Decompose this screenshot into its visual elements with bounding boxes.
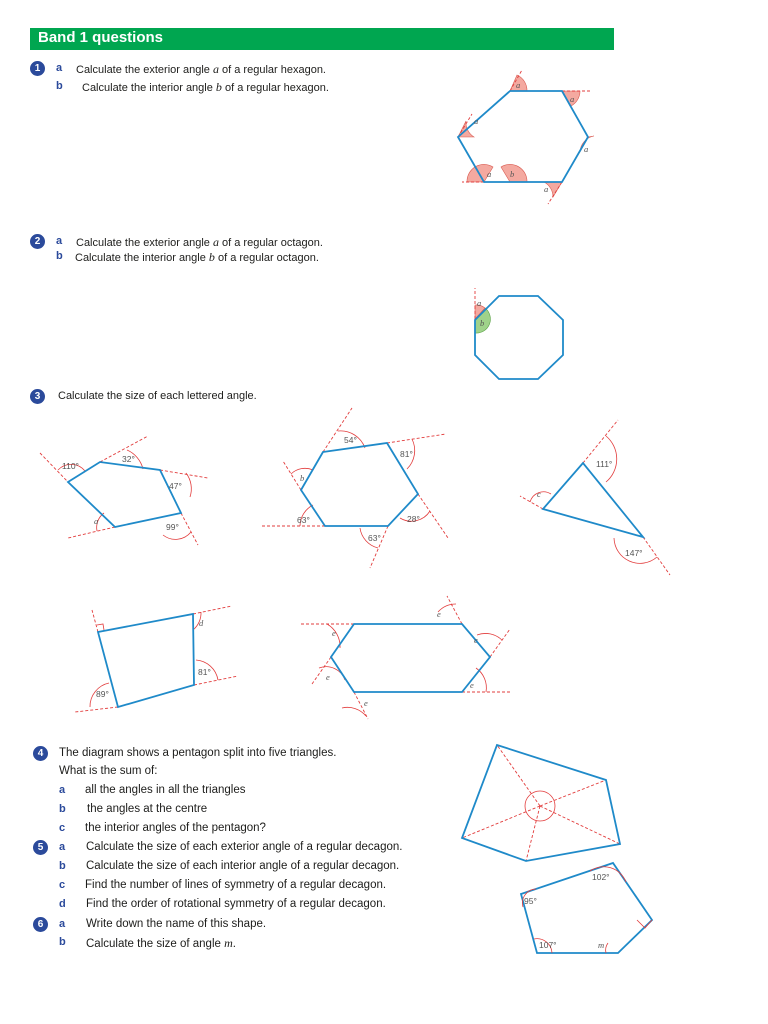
q2a-letter: a — [56, 235, 63, 247]
q1a-text: Calculate the exterior angle a of a regular hexagon. — [76, 62, 326, 76]
q6b-letter: b — [59, 936, 66, 948]
q2b-text: Calculate the interior angle b of a regular octagon. — [75, 250, 319, 264]
q5d-letter: d — [59, 898, 66, 910]
q5a-letter: a — [59, 841, 66, 853]
question-6-badge: 6 — [33, 917, 48, 932]
hex3-label-e6: e — [364, 698, 368, 708]
hex2-label-28: 28° — [407, 514, 420, 524]
q6a-text: Write down the name of this shape. — [86, 918, 267, 930]
q3-quadrilateral-figure — [40, 436, 208, 545]
q2-octagon-figure — [475, 288, 563, 379]
q6a-letter: a — [59, 918, 66, 930]
question-5-badge: 5 — [33, 840, 48, 855]
q6b-text: Calculate the size of angle m. — [86, 936, 236, 950]
tri-label-111: 111° — [596, 459, 613, 469]
q5b-text: Calculate the size of each interior angle of a regular decagon. — [86, 860, 400, 872]
hex2-label-63a: 63° — [297, 515, 310, 525]
hex3-label-e2: e — [437, 609, 441, 619]
q5a-text: Calculate the size of each exterior angle of a regular decagon. — [86, 841, 403, 853]
quad2-label-89: 89° — [96, 689, 109, 699]
q6-label-107: 107° — [539, 940, 557, 950]
hex-label-a2: a — [570, 94, 575, 104]
q1b-letter: b — [56, 80, 63, 92]
hex3-label-e5: e — [326, 672, 330, 682]
hex3-label-e3: e — [474, 635, 478, 645]
oct-label-a: a — [477, 298, 482, 308]
q6-shape-figure — [521, 863, 652, 953]
q3-hexagon-figure — [262, 408, 448, 568]
hex3-label-e1: e — [332, 628, 336, 638]
q4a-text: all the angles in all the triangles — [85, 784, 246, 796]
q4-pentagon-figure — [462, 745, 620, 861]
q5d-text: Find the order of rotational symmetry of a regular decagon. — [86, 898, 386, 910]
quad2-label-81: 81° — [198, 667, 211, 677]
q2a-text: Calculate the exterior angle a of a regular octagon. — [76, 235, 323, 249]
quad-label-47: 47° — [169, 481, 182, 491]
q3-quadrilateral2-figure — [75, 606, 238, 712]
q4-text-1: The diagram shows a pentagon split into five triangles. — [59, 747, 337, 759]
hex3-label-e4: e — [470, 680, 474, 690]
tri-label-c: c — [537, 489, 541, 499]
hex-label-a4: a — [544, 184, 549, 194]
hex-label-a3: a — [584, 144, 589, 154]
question-4-badge: 4 — [33, 746, 48, 761]
hex2-label-81: 81° — [400, 449, 413, 459]
question-1-badge: 1 — [30, 61, 45, 76]
q1a-letter: a — [56, 62, 63, 74]
q1b-text: Calculate the interior angle b of a regular hexagon. — [82, 80, 329, 94]
q6-label-m: m — [598, 940, 605, 950]
quad-label-32: 32° — [122, 454, 135, 464]
q4a-letter: a — [59, 784, 66, 796]
quad-label-110: 110° — [62, 461, 79, 471]
q4c-letter: c — [59, 822, 66, 834]
q5c-text: Find the number of lines of symmetry of a regular decagon. — [85, 879, 387, 891]
q4b-letter: b — [59, 803, 66, 815]
hex-label-a6: a — [474, 116, 479, 126]
hex2-label-b: b — [300, 473, 305, 483]
q3-triangle-figure — [520, 420, 670, 575]
q5c-letter: c — [59, 879, 66, 891]
q6-label-102: 102° — [592, 872, 610, 882]
tri-label-147: 147° — [625, 548, 643, 558]
q4-text-2: What is the sum of: — [59, 765, 158, 777]
q6-label-95: 95° — [524, 896, 537, 906]
question-2-badge: 2 — [30, 234, 45, 249]
section-title: Band 1 questions — [38, 29, 164, 46]
hex2-label-63b: 63° — [368, 533, 381, 543]
quad-label-a: a — [94, 516, 99, 526]
q1-hexagon-figure — [458, 70, 594, 204]
oct-label-b: b — [480, 318, 485, 328]
hex-label-a1: a — [516, 80, 521, 90]
q5b-letter: b — [59, 860, 66, 872]
question-3-badge: 3 — [30, 389, 45, 404]
q4c-text: the interior angles of the pentagon? — [85, 822, 266, 834]
hex2-label-54: 54° — [344, 435, 357, 445]
hex-label-a5: a — [487, 169, 492, 179]
q3-hexagon2-figure — [300, 596, 510, 719]
q3-text: Calculate the size of each lettered angle. — [58, 390, 257, 402]
quad-label-99: 99° — [166, 522, 179, 532]
quad2-label-d: d — [199, 618, 204, 628]
hex-label-b: b — [510, 169, 515, 179]
q2b-letter: b — [56, 250, 63, 262]
q4b-text: the angles at the centre — [87, 803, 208, 815]
